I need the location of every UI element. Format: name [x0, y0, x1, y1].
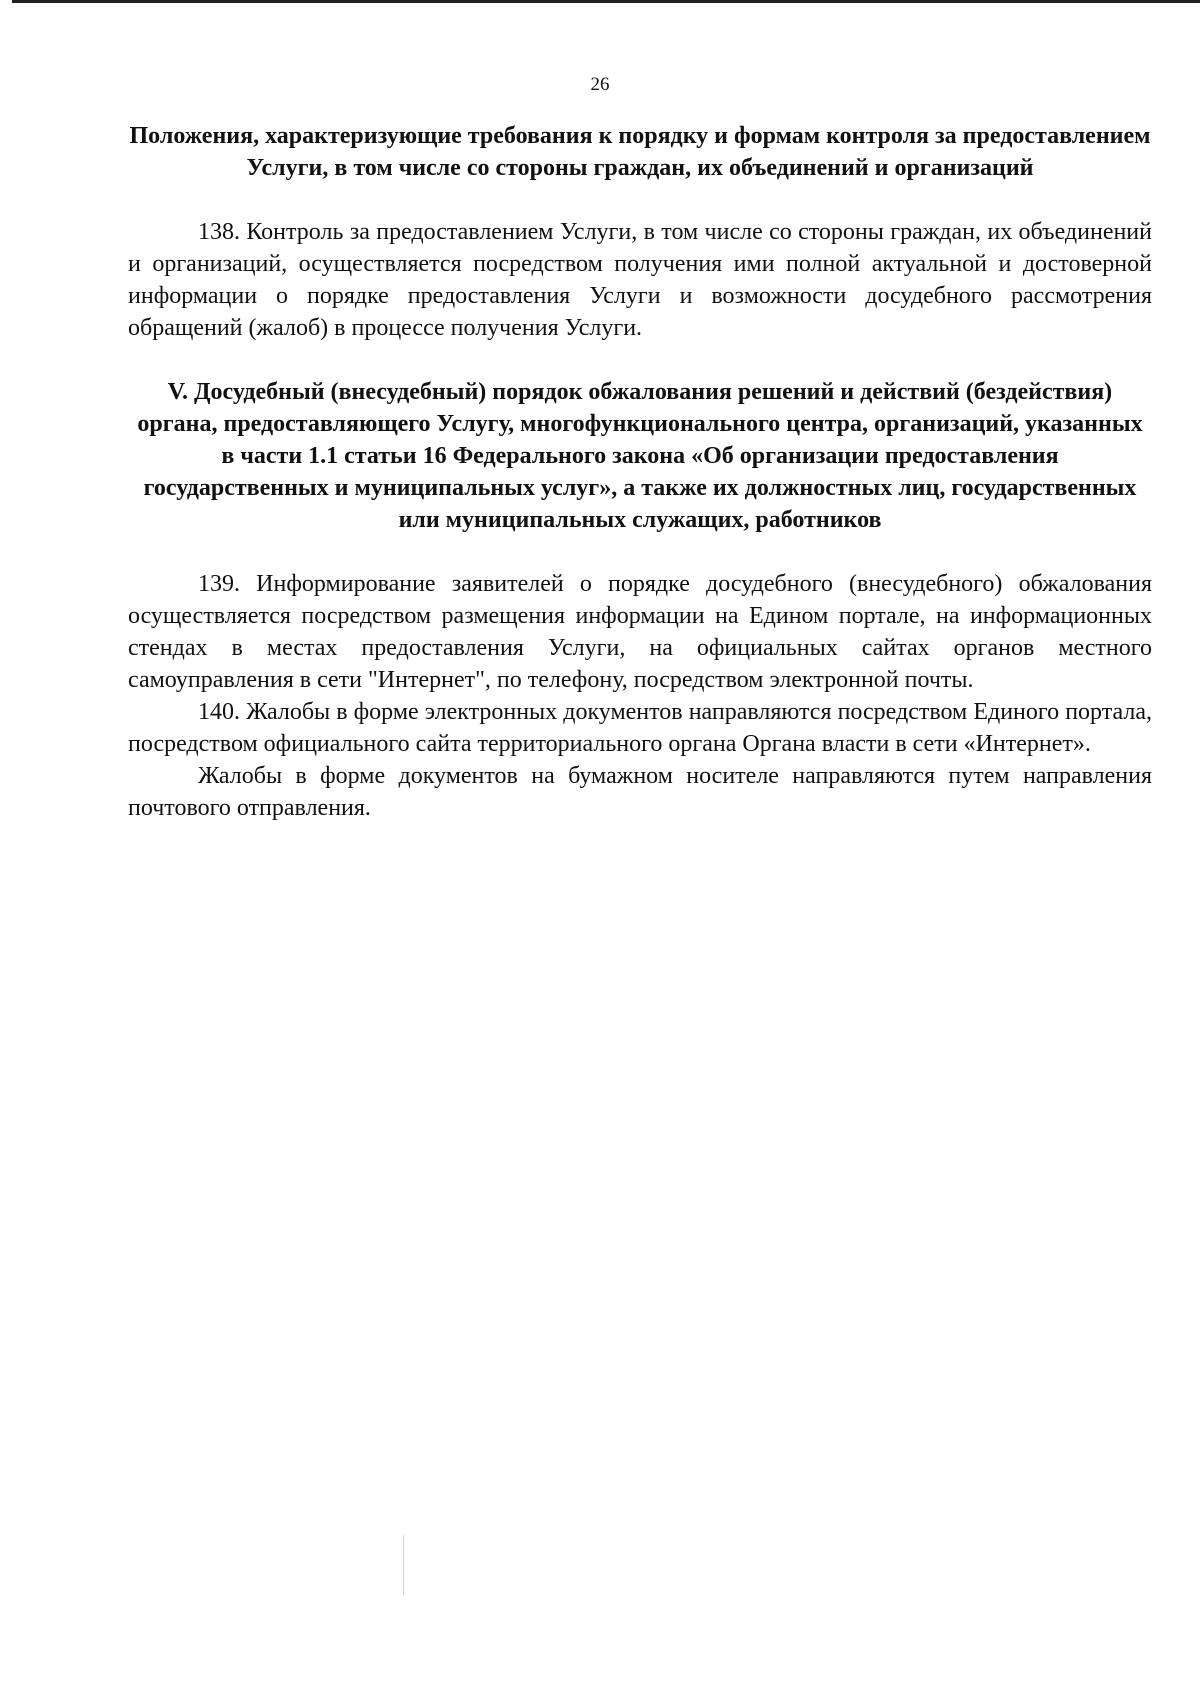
document-body [128, 120, 1152, 824]
section-5-title: V. Досудебный (внесудебный) порядок обжалования решений и действий (бездействия) органа, предоставляющего Услугу, многофункционального центра, организаций, указанных в части 1.1 статьи 16 Федерального закона «Об организации предоставления государственных и муниципальных услуг», а также их должностных лиц, государственных или муниципальных служащих, работников [137, 379, 1143, 533]
paragraph-139: 139. Информирование заявителей о порядке досудебного (внесудебного) обжалования осуществляется посредством размещения информации на Едином портале, на информационных стендах в местах предоставления Услуги, на официальных сайтах органов местного самоуправления в сети "Интернет", по телефону, посредством электронной почты. [128, 571, 1152, 693]
scan-artifact-line [403, 1535, 404, 1595]
page-number: 26 [590, 74, 610, 95]
top-border-line [12, 0, 1200, 3]
section-1-title: Положения, характеризующие требования к порядку и формам контроля за предоставлением Услуги, в том числе со стороны граждан, их объединений и организаций [129, 123, 1151, 181]
paragraph-paper-complaints: Жалобы в форме документов на бумажном носителе направляются путем направления почтового отправления. [128, 763, 1152, 821]
paragraph-140: 140. Жалобы в форме электронных документов направляются посредством Единого портала, посредством официального сайта территориального органа Органа власти в сети «Интернет». [128, 699, 1152, 757]
paragraph-138: 138. Контроль за предоставлением Услуги, в том числе со стороны граждан, их объединений и организаций, осуществляется посредством получения ими полной актуальной и достоверной информации о порядке предоставления Услуги и возможности досудебного рассмотрения обращений (жалоб) в процессе получения Услуги. [128, 219, 1152, 341]
